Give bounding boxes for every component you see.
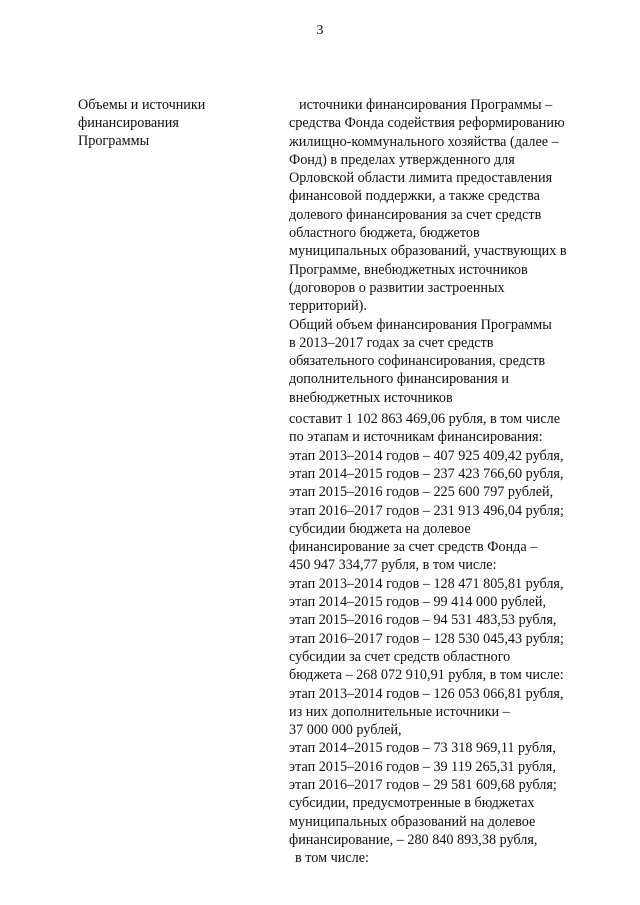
text-line: этап 2016–2017 годов – 231 913 496,04 рубля; [289, 502, 564, 519]
text-line: этап 2013–2014 годов – 407 925 409,42 рубля, [289, 447, 564, 464]
text-line: 37 000 000 рублей, [289, 722, 402, 739]
text-line: этап 2016–2017 годов – 128 530 045,43 рубля; [289, 630, 564, 647]
text-line: бюджета – 268 072 910,91 рубля, в том числе: [289, 667, 564, 684]
text-line: Фонд) в пределах утвержденного для [289, 151, 515, 168]
text-line: этап 2016–2017 годов – 29 581 609,68 рубля; [289, 776, 557, 793]
text-line: по этапам и источникам финансирования: [289, 429, 543, 446]
text-line: долевого финансирования за счет средств [289, 206, 542, 223]
text-line: этап 2015–2016 годов – 94 531 483,53 рубля, [289, 612, 557, 629]
text-line: областного бюджета, бюджетов [289, 225, 480, 242]
text-line: финансовой поддержки, а также средства [289, 188, 540, 205]
text-line: из них дополнительные источники – [289, 703, 510, 720]
text-line: Общий объем финансирования Программы [289, 316, 552, 333]
text-line: внебюджетных источников [289, 389, 453, 406]
text-line: дополнительного финансирования и [289, 371, 509, 388]
text-line: этап 2015–2016 годов – 225 600 797 рублей, [289, 484, 554, 501]
section-label-line-3: Программы [78, 133, 150, 149]
text-line: этап 2013–2014 годов – 126 053 066,81 рубля, [289, 685, 564, 702]
text-line: в 2013–2017 годах за счет средств [289, 334, 494, 351]
text-line: жилищно-коммунального хозяйства (далее – [289, 133, 559, 150]
text-line: этап 2014–2015 годов – 99 414 000 рублей, [289, 594, 547, 611]
text-line: составит 1 102 863 469,06 рубля, в том числе [289, 411, 560, 428]
text-line: субсидии бюджета на долевое [289, 520, 471, 537]
text-line: средства Фонда содействия реформированию [289, 115, 565, 132]
text-line: территорий). [289, 298, 367, 315]
text-line: муниципальных образований, участвующих в [289, 243, 567, 260]
text-line: этап 2015–2016 годов – 39 119 265,31 рубля, [289, 758, 556, 775]
text-line: этап 2014–2015 годов – 237 423 766,60 рубля, [289, 465, 564, 482]
text-line: в том числе: [295, 850, 369, 867]
page-number: 3 [316, 23, 324, 38]
text-line: обязательного софинансирования, средств [289, 353, 546, 370]
text-line: этап 2013–2014 годов – 128 471 805,81 рубля, [289, 575, 564, 592]
section-label-line-2: финансирования [78, 115, 179, 131]
text-line: муниципальных образований на долевое [289, 813, 536, 830]
section-label-line-1: Объемы и источники [78, 97, 206, 113]
financing-description [289, 96, 619, 867]
text-line: финансирование за счет средств Фонда – [289, 539, 538, 556]
text-line: (договоров о развитии застроенных [289, 279, 505, 296]
section-label [78, 96, 268, 150]
text-line: источники финансирования Программы – [299, 97, 553, 113]
text-line: 450 947 334,77 рубля, в том числе: [289, 557, 497, 574]
text-line: Программе, внебюджетных источников [289, 261, 528, 278]
text-line: субсидии за счет средств областного [289, 648, 511, 665]
text-line: этап 2014–2015 годов – 73 318 969,11 рубля, [289, 740, 556, 757]
text-line: Орловской области лимита предоставления [289, 170, 553, 187]
text-line: субсидии, предусмотренные в бюджетах [289, 795, 535, 812]
text-line: финансирование, – 280 840 893,38 рубля, [289, 831, 538, 848]
